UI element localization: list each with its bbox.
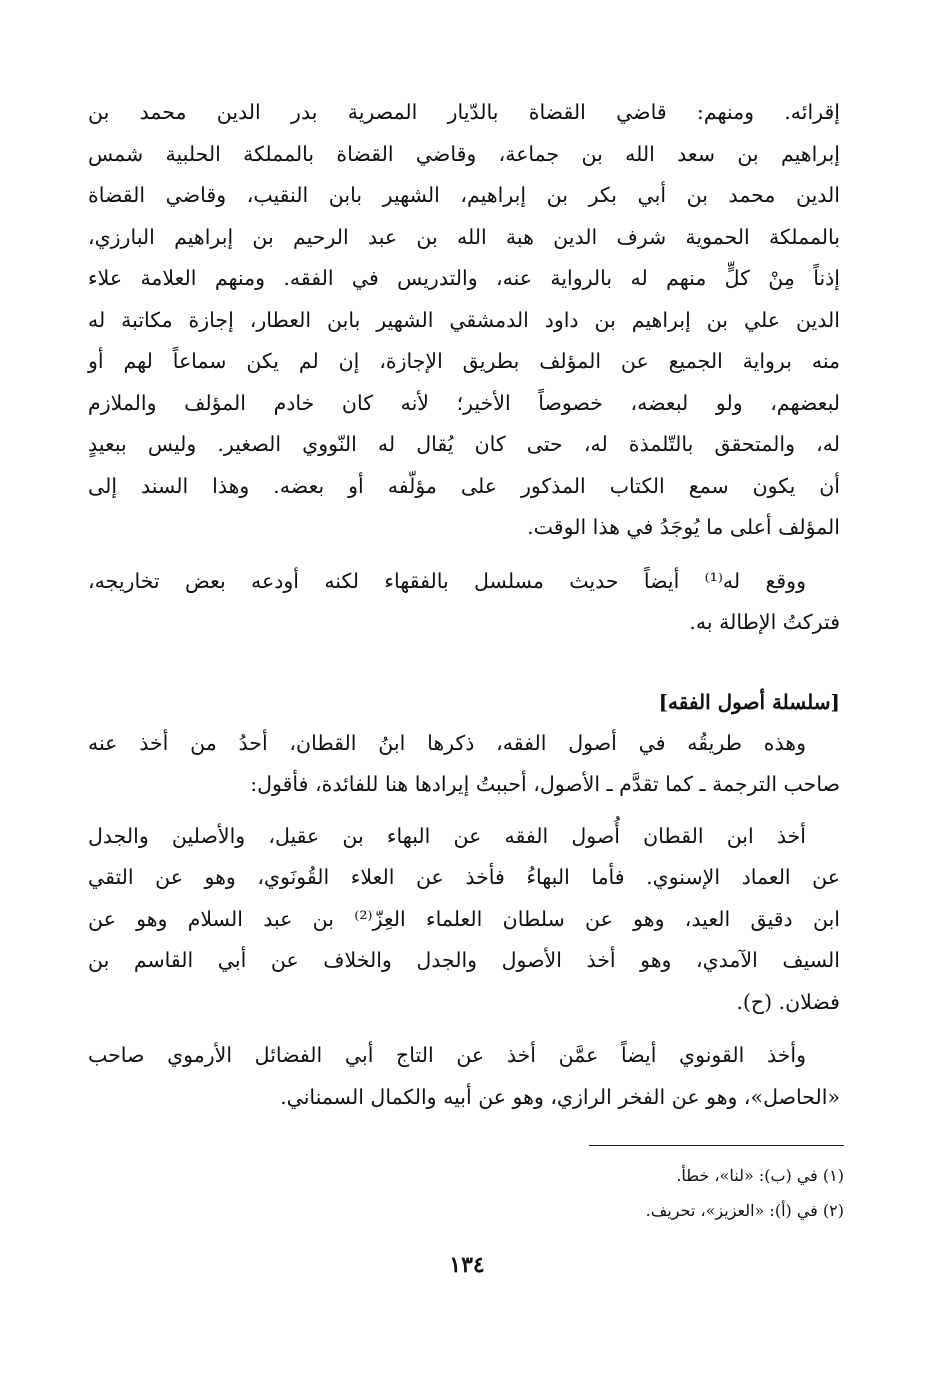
text-line: ووقع له⁽¹⁾ أيضاً حديث مسلسل بالفقهاء لكنه أودعه بعض تخاريجه، [88,568,806,593]
text-line: وهذه طريقُه في أصول الفقه، ذكرها ابنُ القطان، أحدُ من أخذ عنه [88,730,806,755]
text-line: منه برواية الجميع عن المؤلف بطريق الإجازة، إن لم يكن سماعاً لهم أو [88,349,840,373]
text-line: أخذ ابن القطان أُصول الفقه عن البهاء بن عقيل، والأصلين والجدل [88,823,806,848]
text-line: المؤلف أعلى ما يُوجَدُ في هذا الوقت. [527,515,840,539]
text-line: «الحاصل»، وهو عن الفخر الرازي، وهو عن أبيه والكمال السمناني. [280,1084,840,1109]
text-line: الدين محمد بن أبي بكر بن إبراهيم، الشهير بابن النقيب، وقاضي القضاة [88,183,840,207]
text-line: بالمملكة الحموية شرف الدين هبة الله بن عبد الرحيم بن إبراهيم البارزي، [88,224,840,249]
page-body [88,92,840,1118]
text-line: صاحب الترجمة ـ كما تقدَّم ـ الأصول، أحببتُ إيرادها هنا للفائدة، فأقول: [250,772,840,796]
text-line: له، والمتحقق بالتّلمذة له، حتى كان يُقال له النّووي الصغير. وليس ببعيدٍ [88,432,840,456]
paragraph-5 [88,1035,840,1118]
paragraph-1 [88,92,840,549]
footnote-2: (٢) في (أ): «العزيز»، تحريف. [645,1201,844,1220]
footnote-1: (١) في (ب): «لنا»، خطأ. [676,1166,844,1185]
page-number: ١٣٤ [449,1252,485,1278]
paragraph-2 [88,561,840,644]
text-line: لبعضهم، ولو لبعضه، خصوصاً الأخير؛ لأنه كان خادم المؤلف والملازم [88,390,840,415]
paragraph-3 [88,723,840,806]
paragraph-4 [88,816,840,1024]
text-line: وأخذ القونوي أيضاً عمَّن أخذ عن التاج أبي الفضائل الأرموي صاحب [88,1043,806,1067]
text-line: الدين علي بن إبراهيم بن داود الدمشقي الشهير بابن العطار، إجازة مكاتبة له [88,307,840,332]
text-line: عن العماد الإسنوي. فأما البهاءُ فأخذ عن العلاء القُونَوي، وهو عن التقي [88,865,840,889]
footnote-divider [589,1145,844,1146]
text-line: فتركتُ الإطالة به. [689,610,840,634]
text-line: السيف الآمدي، وهو أخذ الأصول والجدل والخلاف عن أبي القاسم بن [88,948,840,972]
text-line: أن يكون سمع الكتاب المذكور على مؤلّفه أو بعضه. وهذا السند إلى [88,473,840,498]
text-line: إبراهيم بن سعد الله بن جماعة، وقاضي القضاة بالمملكة الحلبية شمس [88,141,840,166]
text-line: إذناً مِنْ كلٍّ منهم له بالرواية عنه، والتدريس في الفقه. ومنهم العلامة علاء [88,266,840,290]
text-line: فضلان. (ح). [736,989,840,1014]
footnotes [344,1158,844,1228]
section-heading: [سلسلة أصول الفقه] [658,689,840,714]
text-line: ابن دقيق العيد، وهو عن سلطان العلماء العِزّ⁽²⁾ بن عبد السلام وهو عن [88,906,840,931]
text-line: إقرائه. ومنهم: قاضي القضاة بالدّيار المصرية بدر الدين محمد بن [88,100,840,124]
